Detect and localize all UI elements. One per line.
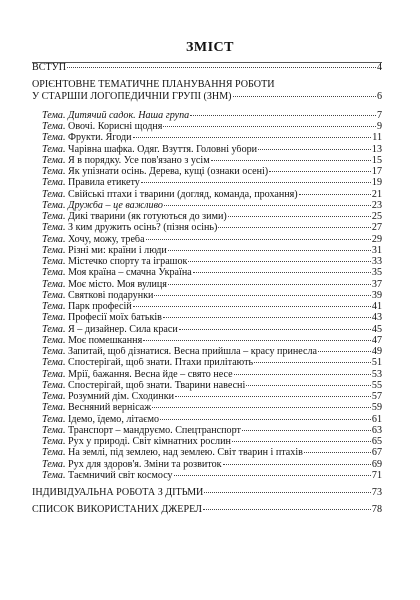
toc-entry-label: [42, 302, 132, 312]
toc-topic-item: [28, 133, 382, 144]
tema-prefix: Тема.: [42, 470, 66, 481]
tema-prefix: Тема.: [42, 212, 66, 222]
toc-page-number: 49: [371, 346, 382, 357]
topic-title: Святкові подарунки: [68, 290, 154, 301]
topic-title: Свійські птахи і тварини (догляд, команда, прохання): [68, 189, 298, 200]
topic-title: Мрії, бажання. Весна йде – свято несе: [68, 369, 233, 380]
toc-page-number: 71: [371, 469, 382, 481]
toc-page-number: 39: [371, 289, 382, 301]
toc-topic-item: [28, 336, 382, 347]
toc-topic-item: [28, 381, 382, 392]
tema-prefix: Тема.: [42, 189, 66, 200]
topic-title: Дружба – це важливо: [68, 200, 163, 211]
dot-leader: [67, 67, 376, 68]
toc-page-number: 11: [372, 132, 382, 144]
topic-title: Їдемо, їдемо, літаємо: [68, 414, 160, 425]
topic-title: Весняний вернісаж: [68, 403, 152, 414]
toc-topic-item: [28, 291, 382, 302]
toc-page-number: 7: [376, 109, 382, 121]
topic-title: Моя країна – смачна Україна: [68, 268, 192, 279]
toc-page-number: 31: [371, 244, 382, 256]
dot-leader: [242, 430, 371, 431]
topic-list: [28, 111, 382, 482]
dot-leader: [163, 317, 371, 318]
toc-topic-item: [28, 460, 382, 471]
topic-title: Хочу, можу, треба: [68, 234, 145, 245]
tema-prefix: Тема.: [42, 392, 66, 402]
topic-title: На землі, під землею, над землею. Світ тварин і птахів: [68, 448, 303, 459]
toc-topic-item: [28, 257, 382, 268]
toc-page-number: 69: [371, 458, 382, 470]
toc-entry-sources: [28, 505, 382, 516]
tema-prefix: Тема.: [42, 437, 66, 447]
dot-leader: [193, 272, 371, 273]
topic-title: Чарівна шафка. Одяг. Взуття. Головні убори: [68, 144, 258, 155]
dot-leader: [232, 441, 371, 442]
dot-leader: [174, 475, 371, 476]
toc-page-number: 41: [371, 301, 382, 312]
toc-entry-label: [42, 167, 268, 177]
toc-page-number: 33: [371, 256, 382, 267]
topic-title: Таємничий світ космосу: [68, 470, 173, 481]
toc-page-number: 29: [371, 233, 382, 245]
dot-leader: [218, 227, 371, 228]
tema-prefix: Тема.: [42, 302, 66, 312]
topic-title: Різні ми: країни і люди: [68, 245, 167, 256]
dot-leader: [203, 509, 371, 510]
dot-leader: [179, 329, 371, 330]
page-title: ЗМІСТ: [186, 40, 234, 55]
dot-leader: [304, 452, 371, 453]
toc-page-number: 67: [371, 447, 382, 459]
toc-page-number: 47: [371, 334, 382, 346]
toc-topic-item: [28, 313, 382, 324]
dot-leader: [190, 115, 376, 116]
toc-page-number: 23: [371, 199, 382, 211]
toc-topic-item: [28, 392, 382, 403]
tema-prefix: Тема.: [42, 257, 66, 267]
tema-prefix: Тема.: [42, 414, 66, 425]
topic-title: Парк професій: [68, 302, 132, 312]
toc-page-number: 57: [371, 391, 382, 402]
tema-prefix: Тема.: [42, 245, 66, 256]
topic-title: Моє місто. Моя вулиця: [68, 279, 167, 290]
tema-prefix: Тема.: [42, 234, 66, 245]
tema-prefix: Тема.: [42, 133, 66, 144]
toc-page-number: 35: [371, 267, 382, 279]
toc-page-number: 27: [371, 222, 382, 234]
topic-title: Рух для здоров'я. Зміни та розвиток: [68, 459, 222, 470]
dot-leader: [299, 194, 371, 195]
tema-prefix: Тема.: [42, 290, 66, 301]
toc-topic-item: [28, 190, 382, 201]
toc-page-number: 19: [371, 177, 382, 189]
toc-entry-label: [42, 223, 217, 233]
toc-entry-label: [42, 178, 140, 188]
tema-prefix: Тема.: [42, 459, 66, 470]
tema-prefix: Тема.: [42, 200, 66, 211]
toc-page-number: 43: [371, 312, 382, 324]
tema-prefix: Тема.: [42, 425, 66, 436]
toc-entry-label: [42, 325, 178, 335]
toc-page-number: 78: [371, 504, 382, 516]
toc-entry-label: [42, 415, 159, 425]
toc-topic-item: [28, 235, 382, 246]
toc-page-number: 9: [376, 121, 382, 132]
toc-page-number: 25: [371, 211, 382, 222]
toc-topic-item: [28, 156, 382, 167]
tema-prefix: Тема.: [42, 122, 66, 132]
toc-page-number: 21: [371, 188, 382, 200]
dot-leader: [204, 492, 371, 493]
toc-page-number: 63: [371, 424, 382, 436]
toc-topic-item: [28, 403, 382, 414]
dot-leader: [258, 149, 371, 150]
toc-entry-label: [42, 212, 227, 222]
tema-prefix: Тема.: [42, 347, 66, 357]
toc-page-number: 37: [371, 278, 382, 290]
toc-topic-item: [28, 223, 382, 234]
toc-page-number: 55: [371, 379, 382, 391]
dot-leader: [228, 216, 371, 217]
toc-page-number: 73: [371, 487, 382, 498]
toc-entry-planning: [28, 92, 382, 103]
tema-prefix: Тема.: [42, 335, 66, 346]
toc-page-number: 51: [371, 357, 382, 369]
tema-prefix: Тема.: [42, 403, 66, 414]
topic-title: Спостерігай, щоб знати. Птахи прилітають: [68, 358, 254, 369]
dot-leader: [246, 385, 371, 386]
dot-leader: [133, 306, 371, 307]
dot-leader: [154, 295, 370, 296]
toc-entry-label: [42, 190, 298, 200]
dot-leader: [152, 407, 371, 408]
toc-topic-item: [28, 268, 382, 279]
tema-prefix: Тема.: [42, 178, 66, 189]
topic-title: Фрукти. Ягоди: [68, 133, 132, 144]
toc-topic-item: [28, 302, 382, 313]
tema-prefix: Тема.: [42, 324, 66, 335]
topic-title: Правила етикету: [68, 178, 140, 189]
toc-topic-item: [28, 448, 382, 459]
topic-title: Дикі тварини (як готуються до зими): [68, 212, 227, 222]
toc-page-number: 6: [376, 90, 382, 102]
toc-topic-item: [28, 201, 382, 212]
toc-entry-label: [42, 133, 132, 143]
tema-prefix: Тема.: [42, 369, 66, 380]
tema-prefix: Тема.: [42, 268, 66, 279]
toc-entry-intro: [28, 63, 382, 74]
toc-page-number: 61: [371, 413, 382, 425]
dot-leader: [160, 419, 371, 420]
toc-topic-item: [28, 347, 382, 358]
tema-prefix: Тема.: [42, 380, 66, 391]
tema-prefix: Тема.: [42, 358, 66, 369]
topic-title: Рух у природі. Світ кімнатних рослин: [68, 437, 231, 447]
toc-entry-label: ІНДИВІДУАЛЬНА РОБОТА З ДІТЬМИ: [32, 488, 204, 498]
dot-leader: [254, 362, 371, 363]
tema-prefix: Тема.: [42, 155, 66, 166]
toc-entry-label: [42, 201, 163, 211]
toc-entry-label: [42, 246, 167, 256]
dot-leader: [168, 284, 371, 285]
dot-leader: [164, 205, 371, 206]
toc-entry-label: [42, 336, 142, 346]
topic-title: Овочі. Корисні щодня: [68, 122, 163, 132]
toc-page-number: 17: [371, 166, 382, 177]
toc-entry-label: ВСТУП: [32, 63, 67, 73]
toc-entry-label: [42, 122, 162, 132]
toc-entry-label: [42, 235, 145, 245]
toc-entry-label: [42, 313, 162, 323]
toc-entry-label: [42, 426, 241, 436]
dot-leader: [188, 261, 371, 262]
toc-topic-item: [28, 246, 382, 257]
topic-title: Розумний дім. Сходинки: [68, 392, 175, 402]
table-of-contents: [28, 62, 382, 517]
topic-title: Як упізнати осінь. Дерева, кущі (ознаки осені): [68, 167, 269, 177]
topic-title: Я – дизайнер. Сила краси: [68, 324, 178, 335]
toc-entry-label: [42, 156, 210, 166]
topic-title: Містечко спорту та іграшок: [68, 257, 188, 267]
toc-entry-label: [42, 268, 192, 278]
topic-title: Спостерігай, щоб знати. Тварини навесні: [68, 380, 246, 391]
toc-page-number: 4: [376, 62, 382, 73]
tema-prefix: Тема.: [42, 313, 66, 324]
toc-entry-label: [42, 448, 303, 458]
toc-page-number: 13: [371, 143, 382, 155]
dot-leader: [133, 137, 372, 138]
dot-leader: [168, 250, 371, 251]
toc-entry-label: [42, 347, 317, 357]
toc-topic-item: [28, 358, 382, 369]
toc-entry-label: [42, 257, 187, 267]
dot-leader: [143, 340, 371, 341]
topic-title: З ким дружить осінь? (пізня осінь): [68, 223, 218, 234]
tema-prefix: Тема.: [42, 167, 66, 177]
topic-title: Моє помешкання: [68, 335, 143, 346]
dot-leader: [146, 239, 371, 240]
dot-leader: [211, 160, 371, 161]
tema-prefix: Тема.: [42, 223, 66, 234]
dot-leader: [318, 351, 371, 352]
toc-page-number: 53: [371, 368, 382, 380]
toc-entry-label: ОРІЄНТОВНЕ ТЕМАТИЧНЕ ПЛАНУВАННЯ РОБОТИ: [32, 80, 275, 91]
dot-leader: [163, 126, 376, 127]
toc-entry-label: [42, 358, 253, 368]
dot-leader: [175, 396, 371, 397]
toc-topic-item: [28, 280, 382, 291]
topic-title: Професії моїх батьків: [68, 313, 162, 324]
toc-entry-label: [42, 471, 173, 481]
toc-entry-label: [42, 392, 174, 402]
toc-topic-item: [28, 370, 382, 381]
toc-entry-label: [42, 381, 245, 391]
dot-leader: [233, 96, 376, 97]
toc-topic-item: [28, 178, 382, 189]
toc-topic-item: [28, 111, 382, 122]
toc-page-number: 65: [371, 436, 382, 447]
toc-topic-item: [28, 437, 382, 448]
topic-title: Дитячий садок. Наша група: [68, 110, 190, 121]
toc-page-number: 15: [371, 154, 382, 166]
toc-entry-label: [42, 370, 233, 380]
toc-entry-label: [42, 437, 231, 447]
toc-entry-label: [42, 145, 257, 155]
toc-topic-item: [28, 426, 382, 437]
toc-page-number: 59: [371, 402, 382, 414]
toc-entry-label: [42, 460, 222, 470]
toc-topic-item: [28, 122, 382, 133]
tema-prefix: Тема.: [42, 144, 66, 155]
topic-title: Транспорт – мандруємо. Спецтранспорт: [68, 425, 241, 436]
dot-leader: [223, 464, 371, 465]
toc-topic-item: [28, 145, 382, 156]
dot-leader: [234, 374, 371, 375]
toc-entry-label: [42, 403, 151, 413]
toc-entry-label: СПИСОК ВИКОРИСТАНИХ ДЖЕРЕЛ: [32, 505, 202, 516]
toc-topic-item: [28, 471, 382, 482]
toc-page-number: 45: [371, 323, 382, 335]
topic-title: Запитай, щоб дізнатися. Весна прийшла – красу принесла: [68, 347, 318, 357]
toc-entry-individual: [28, 488, 382, 499]
toc-entry-label: [42, 280, 167, 290]
toc-topic-item: [28, 325, 382, 336]
toc-topic-item: [28, 212, 382, 223]
dot-leader: [269, 171, 371, 172]
toc-topic-item: [28, 415, 382, 426]
tema-prefix: Тема.: [42, 110, 66, 121]
toc-entry-label: [42, 291, 153, 301]
toc-topic-item: [28, 167, 382, 178]
toc-entry-planning-line1: [28, 80, 382, 91]
toc-entry-label: У СТАРШІЙ ЛОГОПЕДИЧНІЙ ГРУПІ (ЗНМ): [32, 91, 232, 102]
tema-prefix: Тема.: [42, 279, 66, 290]
toc-entry-label: [42, 111, 189, 121]
tema-prefix: Тема.: [42, 448, 66, 459]
topic-title: Я в порядку. Усе пов'язано з усім: [68, 155, 210, 166]
dot-leader: [141, 182, 371, 183]
